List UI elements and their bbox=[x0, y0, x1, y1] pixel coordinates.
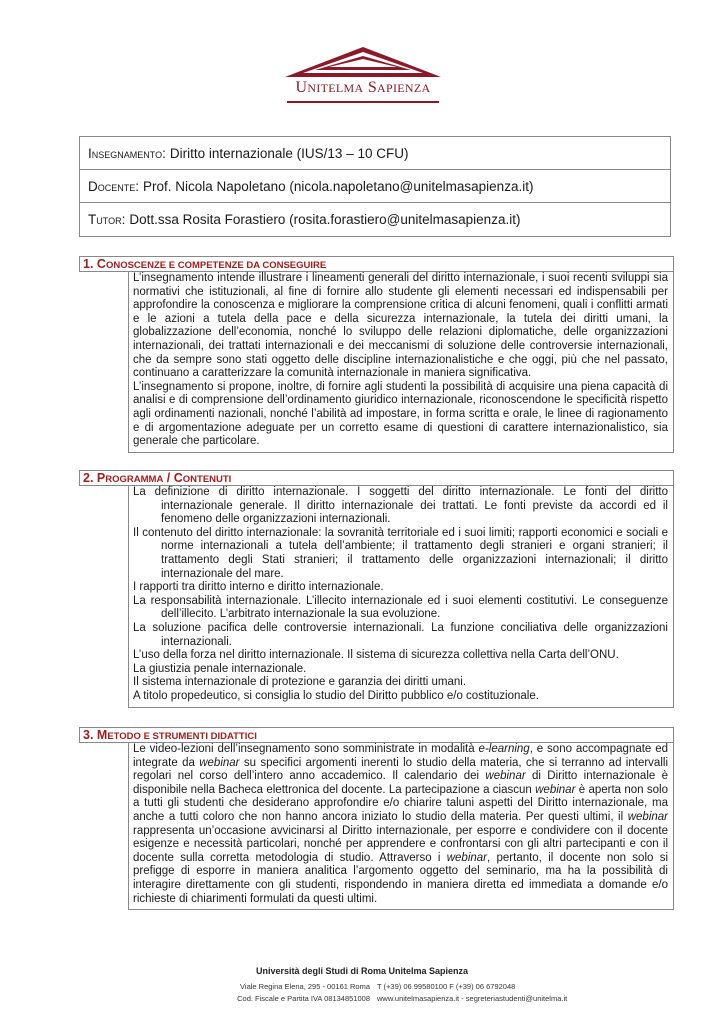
text-run: di Diritto internazionale è disponibile nella Bacheca elettronica del docente. La partecipazione a ciascun bbox=[133, 770, 669, 796]
footer-phone: T (+39) 06 99580100 F (+39) 06 6792048 bbox=[377, 982, 516, 991]
course-info-table bbox=[79, 136, 671, 237]
logo-word-1: UNITELMA bbox=[295, 79, 364, 96]
university-logo bbox=[283, 44, 443, 106]
program-item: L’uso della forza nel diritto internazionale. Il sistema di sicurezza collettiva nella Carta dell’ONU. bbox=[133, 649, 619, 662]
footer-university-name: Università degli Studi di Roma Unitelma Sapienza bbox=[255, 966, 469, 976]
program-item: La responsabilità internazionale. L’illecito internazionale ed i suoi elementi costitutivi. Le conseguenze dell’illecito. L’arbitrato internazionale la sua evoluzione. bbox=[133, 594, 668, 621]
text-run: , pertanto, il docente non solo si prefigge di esporre in maniera analitica l’argomento oggetto del seminario, ma ha la possibilità di interagire direttamente con gli studenti, rispondendo in maniera diretta ed immediata a domande e/o richieste di chiarimenti formulati da questi ultimi. bbox=[133, 851, 668, 905]
section-2-body bbox=[128, 485, 674, 708]
text-run: su specifici argomenti inerenti lo studio della materia, che si terranno ad intervalli regolari nel corso dell’intero anno accademico. Il calendario dei bbox=[133, 756, 668, 783]
logo-word-2: SAPIENZA bbox=[367, 79, 431, 96]
footer-contact-block bbox=[377, 981, 607, 1005]
section-number: 3. bbox=[83, 728, 97, 742]
program-item: A titolo propedeutico, si consiglia lo studio del Diritto pubblico e/o costituzionale. bbox=[133, 689, 539, 702]
section-2-title bbox=[79, 470, 674, 486]
section-title-initial: P bbox=[96, 471, 106, 485]
italic-term: webinar bbox=[535, 783, 576, 796]
italic-term: webinar bbox=[627, 810, 668, 823]
program-item: Il contenuto del diritto internazionale: la sovranità territoriale ed i suoi limiti; rapporti economici e sociali e norme internazionali a tutela dell’ambiente; il trattamento degli stranieri e organi stranieri; il trattamento degli Stati stranieri; il trattamento delle organizzazioni internazionali; il diritto internazionale del mare. bbox=[133, 526, 668, 580]
footer-tax-code: Cod. Fiscale e Partita IVA 08134851008 bbox=[237, 994, 370, 1003]
program-item: La giustizia penale internazionale. bbox=[133, 662, 307, 675]
footer-address-block bbox=[190, 981, 370, 1005]
paragraph: L’insegnamento intende illustrare i lineamenti generali del diritto internazionale, i suoi recenti sviluppi sia normativi che istituzionali, al fine di fornire allo studente gli elementi necessari ed indispensabili per approfondire la conoscenza e migliorare la comprensione critica di alcuni fenomeni, quali i conflitti armati e le azioni a tutela della pace e della sicurezza internazionale, la tutela dei diritti umani, la globalizzazione dell’economia, nonché lo sviluppo delle relazioni diplomatiche, delle organizzazioni internazionali, dei trattati internazionali e dei meccanismi di soluzione delle controversie internazionali, che da sempre sono stati oggetto delle discipline internazionalistiche e che oggi, più che nel passato, continuano a caratterizzare la comunità internazionale in maniera significativa. bbox=[133, 272, 668, 380]
section-number: 2. bbox=[83, 471, 97, 485]
section-title-initial: C bbox=[173, 471, 183, 485]
logo-underline bbox=[287, 101, 439, 103]
course-label: Insegnamento: bbox=[88, 145, 166, 161]
method-paragraph bbox=[133, 743, 668, 906]
footer-address: Viale Regina Elena, 295 - 00161 Roma bbox=[240, 982, 370, 991]
section-3-title bbox=[79, 727, 674, 743]
section-title-initial: C bbox=[96, 257, 106, 271]
tutor-row bbox=[80, 203, 670, 236]
section-title-rest: ETODO E STRUMENTI DIDATTICI bbox=[107, 731, 257, 742]
program-item: La definizione di diritto internazionale. I soggetti del diritto internazionale. Le fonti del diritto internazionale generale. Il diritto internazionale dei trattati. Le fonti previste da accordi ed il fenomeno delle organizzazioni internazionali. bbox=[133, 486, 668, 526]
italic-term: webinar bbox=[485, 770, 526, 783]
italic-term: webinar bbox=[446, 851, 488, 864]
footer-web[interactable]: www.unitelmasapienza.it - segreteriastudenti@unitelma.it bbox=[377, 994, 568, 1003]
text-run: rappresenta un’occasione avvicinarsi al Diritto internazionale, per esporre e condividere con il docente esigenze e necessità particolari, nonché per apprendere e confrontarsi con gli altri partecipanti e con il docente sulla corretta metodologia di studio. Attraverso i bbox=[133, 824, 668, 864]
teacher-value: Prof. Nicola Napoletano (nicola.napoletano@unitelmasapienza.it) bbox=[143, 178, 534, 194]
text-run: , e sono accompagnate ed integrate da bbox=[133, 743, 668, 769]
program-item: Il sistema internazionale di protezione e garanzia dei diritti umani. bbox=[133, 676, 467, 689]
tutor-value: Dott.ssa Rosita Forastiero (rosita.forastiero@unitelmasapienza.it) bbox=[129, 212, 521, 227]
program-item: I rapporti tra diritto interno e diritto internazionale. bbox=[133, 581, 384, 594]
section-title-initial: M bbox=[96, 728, 108, 742]
teacher-row bbox=[80, 170, 670, 203]
course-value: Diritto internazionale (IUS/13 – 10 CFU) bbox=[169, 145, 409, 161]
section-title-rest: ONOSCENZE E COMPETENZE DA CONSEGUIRE bbox=[105, 260, 327, 271]
teacher-label: Docente: bbox=[88, 178, 140, 194]
section-3-body bbox=[128, 742, 674, 910]
tutor-label: Tutor: bbox=[88, 212, 126, 227]
italic-term: e-learning bbox=[478, 743, 530, 755]
text-run: Le video-lezioni dell’insegnamento sono somministrate in modalità bbox=[133, 743, 479, 755]
section-title-separator: / bbox=[163, 471, 174, 485]
text-run: è aperta non solo a tutti gli studenti che desiderano approfondire e/o chiarire taluni aspetti del Diritto internazionale, ma anche a tutti coloro che non hanno ancora iniziato lo studio della materia. Per questi ultimi, il bbox=[133, 783, 668, 823]
paragraph: L’insegnamento si propone, inoltre, di fornire agli studenti la possibilità di acquisire una piena capacità di analisi e di comprensione dell’ordinamento giuridico internazionale, riconoscendone le specificità rispetto agli ordinamenti nazionali, nonché l’abilità ad impostare, in forma scritta e orale, le linee di ragionamento e di argomentazione adeguate per un corretto esame di questioni di carattere internazionalistico, sia generale che particolare. bbox=[133, 380, 668, 448]
section-1-body bbox=[128, 271, 674, 453]
program-item: La soluzione pacifica delle controversie internazionali. La funzione conciliativa delle organizzazioni internazionali. bbox=[133, 621, 668, 648]
course-row bbox=[80, 137, 670, 170]
temple-pediment-icon bbox=[283, 44, 443, 80]
section-title-rest: ROGRAMMA bbox=[105, 474, 164, 485]
section-1-title bbox=[79, 256, 674, 272]
logo-wordmark bbox=[283, 79, 443, 97]
section-number: 1. bbox=[83, 257, 97, 271]
italic-term: webinar bbox=[199, 756, 240, 769]
section-title-rest: ONTENUTI bbox=[182, 474, 232, 485]
